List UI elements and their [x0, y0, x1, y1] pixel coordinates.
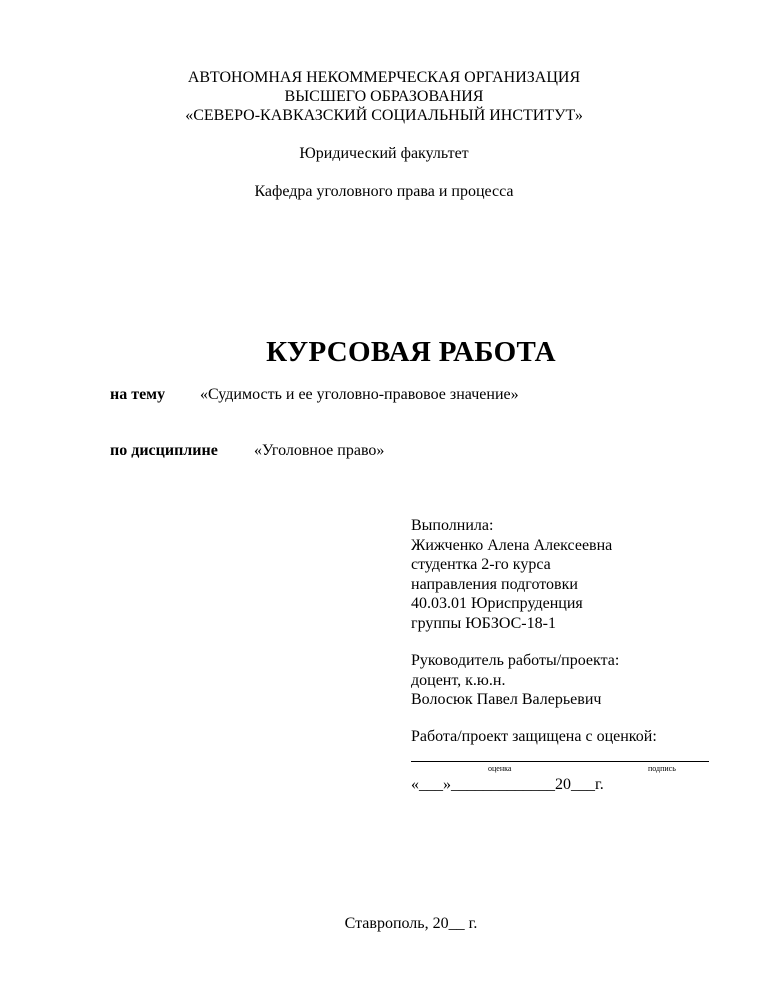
author-course: студентка 2-го курса: [411, 556, 551, 573]
author-info: [411, 516, 612, 633]
topic-value: «Судимость и ее уголовно-правовое значение»: [200, 386, 519, 403]
topic-label: на тему: [110, 386, 166, 403]
faculty: Юридический факультет: [299, 145, 469, 162]
grade-caption: оценка: [488, 764, 512, 773]
author-direction-label: направления подготовки: [411, 575, 578, 593]
grade-signature-line: [411, 761, 709, 762]
discipline-label: по дисциплине: [110, 442, 218, 459]
city-year: Ставрополь, 20__ г.: [344, 915, 478, 932]
author-name: Жижченко Алена Алексеевна: [411, 536, 613, 554]
organization-name: [0, 68, 768, 125]
defense-label: Работа/проект защищена с оценкой:: [411, 728, 657, 745]
defense-date: «___»_____________20___г.: [411, 776, 604, 793]
author-direction: 40.03.01 Юриспруденция: [411, 595, 583, 612]
document-title: КУРСОВАЯ РАБОТА: [266, 336, 556, 368]
org-line-3: «СЕВЕРО-КАВКАЗСКИЙ СОЦИАЛЬНЫЙ ИНСТИТУТ»: [185, 107, 583, 124]
department: Кафедра уголовного права и процесса: [254, 183, 514, 200]
supervisor-label: Руководитель работы/проекта:: [411, 652, 620, 669]
supervisor-name: Волосюк Павел Валерьевич: [411, 691, 602, 708]
discipline-value: «Уголовное право»: [254, 442, 385, 459]
author-line-1: Выполнила:: [411, 517, 494, 534]
org-line-2: ВЫСШЕГО ОБРАЗОВАНИЯ: [284, 88, 484, 105]
author-group: группы ЮБЗОС-18-1: [411, 614, 556, 632]
org-line-1: АВТОНОМНАЯ НЕКОММЕРЧЕСКАЯ ОРГАНИЗАЦИЯ: [187, 69, 581, 86]
supervisor-title: доцент, к.ю.н.: [411, 671, 506, 689]
signature-caption: подпись: [648, 764, 676, 773]
supervisor-info: [411, 651, 619, 710]
